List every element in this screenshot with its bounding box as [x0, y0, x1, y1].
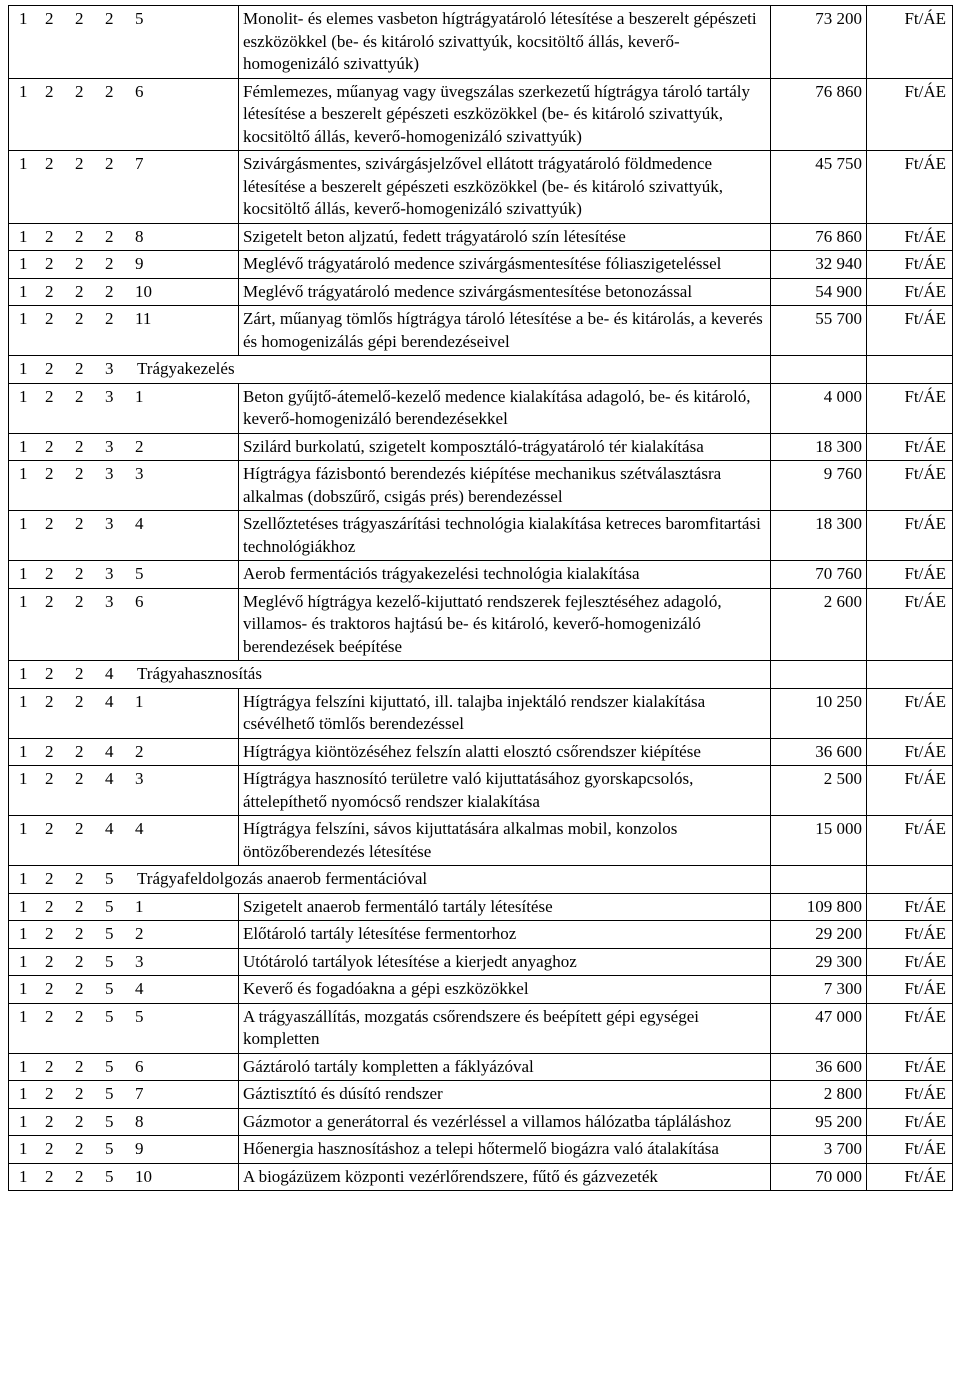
unit-cell: Ft/ÁE: [867, 383, 953, 433]
code-digit: 2: [45, 664, 54, 683]
code-cell: [9, 948, 239, 976]
description-cell: Utótároló tartályok létesítése a kierjedt anyaghoz: [239, 948, 771, 976]
code-digit: 1: [19, 979, 28, 998]
amount-cell: [771, 866, 867, 894]
unit-cell: Ft/ÁE: [867, 1081, 953, 1109]
code-digit: 11: [135, 309, 152, 328]
amount-cell: 18 300: [771, 511, 867, 561]
code-digit: 2: [75, 1006, 84, 1026]
code-cell: [9, 223, 239, 251]
code-cell: [9, 1136, 239, 1164]
code-digit: 3: [135, 769, 144, 788]
table-row: [9, 78, 953, 151]
code-digit: 2: [135, 436, 144, 456]
unit-cell: [867, 356, 953, 384]
code-digit: 2: [45, 869, 54, 888]
code-digit: 4: [105, 741, 114, 761]
description-cell: Szivárgásmentes, szivárgásjelzővel ellátott trágyatároló földmedence létesítése a beszerelt gépészeti eszközökkel (be- és kitároló szivattyúk, kocsitöltő állás, keverő-homogenizáló szivattyúk): [239, 151, 771, 224]
code-digit: 5: [105, 1006, 114, 1026]
table-row: [9, 588, 953, 661]
description-cell: Meglévő trágyatároló medence szivárgásmentesítése fóliaszigeteléssel: [239, 251, 771, 279]
unit-cell: Ft/ÁE: [867, 223, 953, 251]
code-digit: 2: [75, 664, 84, 683]
code-digit: 1: [19, 1084, 28, 1103]
code-digit: 2: [105, 309, 114, 328]
unit-cell: Ft/ÁE: [867, 78, 953, 151]
code-digit: 3: [135, 464, 144, 483]
unit-cell: Ft/ÁE: [867, 1108, 953, 1136]
code-digit: 1: [19, 226, 28, 246]
code-digit: 6: [135, 591, 144, 611]
code-digit: 2: [75, 591, 84, 611]
amount-cell: 55 700: [771, 306, 867, 356]
code-digit: 2: [105, 281, 114, 301]
section-heading-row: [9, 356, 953, 384]
code-cell: [9, 461, 239, 511]
table-row: [9, 306, 953, 356]
code-digit: 1: [19, 1166, 28, 1186]
code-digit: 5: [135, 9, 144, 28]
amount-cell: [771, 356, 867, 384]
code-digit: 1: [19, 359, 28, 378]
code-digit: 1: [19, 924, 28, 943]
code-cell: [9, 921, 239, 949]
code-digit: 1: [19, 9, 28, 28]
amount-cell: 76 860: [771, 78, 867, 151]
unit-cell: Ft/ÁE: [867, 461, 953, 511]
code-digit: 2: [75, 154, 84, 173]
code-digit: 2: [45, 691, 54, 711]
amount-cell: 2 500: [771, 766, 867, 816]
description-cell: Gáztároló tartály kompletten a fáklyázóval: [239, 1053, 771, 1081]
code-digit: 2: [45, 924, 54, 943]
code-digit: 5: [105, 951, 114, 971]
code-digit: 2: [45, 1111, 54, 1131]
unit-cell: Ft/ÁE: [867, 893, 953, 921]
code-digit: 5: [105, 979, 114, 998]
table-row: [9, 1108, 953, 1136]
unit-cell: Ft/ÁE: [867, 1136, 953, 1164]
code-digit: 7: [135, 154, 144, 173]
code-digit: 2: [105, 9, 114, 28]
code-digit: 3: [105, 591, 114, 611]
table-row: [9, 1163, 953, 1191]
code-cell: [9, 976, 239, 1004]
amount-cell: 2 600: [771, 588, 867, 661]
amount-cell: 76 860: [771, 223, 867, 251]
code-cell: [9, 6, 239, 79]
code-digit: 2: [105, 154, 114, 173]
code-digit: 5: [105, 1084, 114, 1103]
code-digit: 5: [105, 869, 114, 888]
code-cell: [9, 561, 239, 589]
unit-cell: Ft/ÁE: [867, 921, 953, 949]
table-row: [9, 1136, 953, 1164]
code-digit: 4: [135, 979, 144, 998]
table-row: [9, 251, 953, 279]
code-digit: 2: [45, 741, 54, 761]
code-digit: 2: [75, 464, 84, 483]
description-cell: Szigetelt beton aljzatú, fedett trágyatároló szín létesítése: [239, 223, 771, 251]
code-digit: 2: [45, 9, 54, 28]
code-digit: 2: [45, 1166, 54, 1186]
code-digit: 1: [19, 819, 28, 838]
code-digit: 6: [135, 81, 144, 101]
code-cell: [9, 383, 239, 433]
amount-cell: 15 000: [771, 816, 867, 866]
unit-cell: Ft/ÁE: [867, 251, 953, 279]
code-digit: 5: [105, 896, 114, 916]
code-cell: [9, 433, 239, 461]
code-digit: 8: [135, 226, 144, 246]
unit-cell: Ft/ÁE: [867, 738, 953, 766]
code-digit: 2: [45, 769, 54, 788]
amount-cell: 9 760: [771, 461, 867, 511]
code-digit: 2: [75, 951, 84, 971]
amount-cell: 109 800: [771, 893, 867, 921]
code-digit: 9: [135, 254, 144, 273]
code-digit: 4: [135, 514, 144, 533]
code-digit: 1: [19, 1056, 28, 1076]
code-digit: 1: [19, 869, 28, 888]
description-cell: Gázmotor a generátorral és vezérléssel a villamos hálózatba tápláláshoz: [239, 1108, 771, 1136]
code-digit: 1: [135, 691, 144, 711]
code-digit: 2: [75, 819, 84, 838]
amount-cell: 36 600: [771, 1053, 867, 1081]
cost-table: [8, 5, 953, 1191]
code-digit: 2: [75, 979, 84, 998]
code-digit: 1: [19, 1139, 28, 1158]
code-digit: 5: [105, 1166, 114, 1186]
code-cell: [9, 511, 239, 561]
code-digit: 2: [75, 359, 84, 378]
code-digit: 2: [45, 1006, 54, 1026]
code-cell: [9, 588, 239, 661]
amount-cell: 32 940: [771, 251, 867, 279]
amount-cell: 4 000: [771, 383, 867, 433]
code-digit: 1: [19, 591, 28, 611]
code-digit: 3: [105, 564, 114, 583]
code-cell: [9, 356, 771, 384]
code-digit: 1: [19, 896, 28, 916]
code-cell: [9, 1081, 239, 1109]
table-row: [9, 433, 953, 461]
code-digit: 2: [45, 226, 54, 246]
code-digit: 1: [19, 309, 28, 328]
code-digit: 2: [45, 564, 54, 583]
description-cell: Szellőztetéses trágyaszárítási technológia kialakítása ketreces baromfitartási technológiákhoz: [239, 511, 771, 561]
code-cell: [9, 893, 239, 921]
unit-cell: Ft/ÁE: [867, 766, 953, 816]
code-digit: 2: [75, 1166, 84, 1186]
code-cell: [9, 688, 239, 738]
code-digit: 2: [75, 1056, 84, 1076]
amount-cell: [771, 661, 867, 689]
code-digit: 2: [135, 741, 144, 761]
code-digit: 2: [45, 281, 54, 301]
table-row: [9, 511, 953, 561]
code-digit: 3: [105, 436, 114, 456]
code-digit: 1: [19, 386, 28, 406]
code-digit: 2: [75, 81, 84, 101]
description-cell: Hígtrágya hasznosító területre való kijuttatásához gyorskapcsolós, áttelepíthető nyomócső rendszer kialakítása: [239, 766, 771, 816]
code-digit: 2: [45, 896, 54, 916]
code-digit: 1: [19, 1006, 28, 1026]
description-cell: Szigetelt anaerob fermentáló tartály létesítése: [239, 893, 771, 921]
code-digit: 3: [105, 464, 114, 483]
unit-cell: Ft/ÁE: [867, 561, 953, 589]
code-cell: [9, 1108, 239, 1136]
code-cell: [9, 78, 239, 151]
code-digit: 4: [105, 769, 114, 788]
code-digit: 1: [19, 1111, 28, 1131]
description-cell: Gáztisztító és dúsító rendszer: [239, 1081, 771, 1109]
code-cell: [9, 1163, 239, 1191]
code-digit: 2: [75, 386, 84, 406]
table-row: [9, 976, 953, 1004]
table-row: [9, 1003, 953, 1053]
amount-cell: 54 900: [771, 278, 867, 306]
code-digit: 2: [75, 226, 84, 246]
code-digit: 2: [135, 924, 144, 943]
code-digit: 5: [135, 1006, 144, 1026]
unit-cell: Ft/ÁE: [867, 976, 953, 1004]
unit-cell: Ft/ÁE: [867, 511, 953, 561]
code-cell: [9, 661, 771, 689]
code-digit: 2: [75, 691, 84, 711]
code-digit: 1: [19, 741, 28, 761]
table-row: [9, 1053, 953, 1081]
code-digit: 2: [75, 281, 84, 301]
table-row: [9, 278, 953, 306]
code-digit: 2: [45, 254, 54, 273]
code-digit: 4: [135, 819, 144, 838]
code-digit: 2: [75, 896, 84, 916]
code-digit: 5: [105, 1139, 114, 1158]
code-digit: 1: [19, 664, 28, 683]
description-cell: Hőenergia hasznosításhoz a telepi hőtermelő biogázra való átalakítása: [239, 1136, 771, 1164]
code-digit: 2: [75, 309, 84, 328]
table-row: [9, 948, 953, 976]
section-title: Trágyahasznosítás: [137, 664, 262, 683]
unit-cell: Ft/ÁE: [867, 433, 953, 461]
table-row: [9, 921, 953, 949]
code-digit: 2: [75, 1111, 84, 1131]
code-digit: 2: [75, 924, 84, 943]
code-digit: 1: [19, 951, 28, 971]
code-digit: 1: [19, 564, 28, 583]
code-digit: 6: [135, 1056, 144, 1076]
description-cell: Aerob fermentációs trágyakezelési technológia kialakítása: [239, 561, 771, 589]
description-cell: Monolit- és elemes vasbeton hígtrágyatároló létesítése a beszerelt gépészeti eszközökkel (be- és kitároló szivattyúk, kocsitöltő állás, keverő-homogenizáló szivattyúk): [239, 6, 771, 79]
amount-cell: 2 800: [771, 1081, 867, 1109]
code-digit: 2: [45, 951, 54, 971]
unit-cell: Ft/ÁE: [867, 306, 953, 356]
table-row: [9, 893, 953, 921]
code-digit: 1: [135, 896, 144, 916]
amount-cell: 47 000: [771, 1003, 867, 1053]
code-digit: 2: [75, 741, 84, 761]
code-digit: 5: [105, 1111, 114, 1131]
table-row: [9, 738, 953, 766]
code-cell: [9, 306, 239, 356]
unit-cell: Ft/ÁE: [867, 588, 953, 661]
code-digit: 2: [75, 869, 84, 888]
description-cell: A biogázüzem központi vezérlőrendszere, fűtő és gázvezeték: [239, 1163, 771, 1191]
code-digit: 2: [45, 591, 54, 611]
code-digit: 2: [105, 226, 114, 246]
code-digit: 1: [19, 436, 28, 456]
code-digit: 2: [75, 514, 84, 533]
amount-cell: 70 000: [771, 1163, 867, 1191]
unit-cell: Ft/ÁE: [867, 6, 953, 79]
description-cell: Beton gyűjtő-átemelő-kezelő medence kialakítása adagoló, be- és kitároló, keverő-homogenizáló berendezésekkel: [239, 383, 771, 433]
unit-cell: Ft/ÁE: [867, 688, 953, 738]
code-cell: [9, 866, 771, 894]
code-digit: 2: [45, 154, 54, 173]
amount-cell: 45 750: [771, 151, 867, 224]
code-digit: 2: [75, 564, 84, 583]
code-digit: 4: [105, 819, 114, 838]
table-row: [9, 151, 953, 224]
code-cell: [9, 1003, 239, 1053]
unit-cell: Ft/ÁE: [867, 816, 953, 866]
code-digit: 2: [45, 1056, 54, 1076]
description-cell: Zárt, műanyag tömlős hígtrágya tároló létesítése a be- és kitárolás, a keverés és homogenizálás gépi berendezéseivel: [239, 306, 771, 356]
code-digit: 2: [75, 769, 84, 788]
section-heading-row: [9, 866, 953, 894]
amount-cell: 18 300: [771, 433, 867, 461]
code-digit: 10: [135, 281, 152, 301]
code-digit: 2: [75, 9, 84, 28]
code-digit: 3: [105, 514, 114, 533]
description-cell: Hígtrágya felszíni, sávos kijuttatására alkalmas mobil, konzolos öntözőberendezés létesítése: [239, 816, 771, 866]
table-row: [9, 816, 953, 866]
unit-cell: Ft/ÁE: [867, 1053, 953, 1081]
code-cell: [9, 251, 239, 279]
unit-cell: Ft/ÁE: [867, 1163, 953, 1191]
code-digit: 2: [45, 386, 54, 406]
cost-table-body: [9, 6, 953, 1191]
table-row: [9, 6, 953, 79]
code-digit: 2: [45, 309, 54, 328]
unit-cell: Ft/ÁE: [867, 1003, 953, 1053]
amount-cell: 29 200: [771, 921, 867, 949]
code-digit: 5: [135, 564, 144, 583]
code-digit: 2: [45, 514, 54, 533]
section-title: Trágyakezelés: [137, 359, 235, 378]
code-digit: 2: [45, 1084, 54, 1103]
code-digit: 1: [19, 154, 28, 173]
code-cell: [9, 278, 239, 306]
code-cell: [9, 766, 239, 816]
table-row: [9, 561, 953, 589]
code-digit: 2: [45, 436, 54, 456]
description-cell: Meglévő hígtrágya kezelő-kijuttató rendszerek fejlesztéséhez adagoló, villamos- és traktoros hajtású be- és kitároló, keverő-homogenizáló berendezések beépítése: [239, 588, 771, 661]
table-row: [9, 223, 953, 251]
code-digit: 1: [19, 281, 28, 301]
code-digit: 2: [45, 81, 54, 101]
amount-cell: 7 300: [771, 976, 867, 1004]
description-cell: A trágyaszállítás, mozgatás csőrendszere és beépített gépi egységei kompletten: [239, 1003, 771, 1053]
code-digit: 1: [19, 769, 28, 788]
code-digit: 1: [19, 514, 28, 533]
code-digit: 3: [105, 359, 114, 378]
unit-cell: Ft/ÁE: [867, 151, 953, 224]
unit-cell: Ft/ÁE: [867, 948, 953, 976]
section-title: Trágyafeldolgozás anaerob fermentációval: [137, 869, 428, 888]
amount-cell: 95 200: [771, 1108, 867, 1136]
code-cell: [9, 816, 239, 866]
table-row: [9, 688, 953, 738]
code-digit: 8: [135, 1111, 144, 1131]
table-row: [9, 1081, 953, 1109]
unit-cell: [867, 661, 953, 689]
description-cell: Fémlemezes, műanyag vagy üvegszálas szerkezetű hígtrágya tároló tartály létesítése a beszerelt gépészeti eszközökkel (be- és kitároló szivattyúk, kocsitöltő állás, keverő-homogenizáló szivattyúk): [239, 78, 771, 151]
description-cell: Keverő és fogadóakna a gépi eszközökkel: [239, 976, 771, 1004]
description-cell: Hígtrágya fázisbontó berendezés kiépítése mechanikus szétválasztásra alkalmas (dobszűrő, csigás prés) berendezéssel: [239, 461, 771, 511]
code-cell: [9, 151, 239, 224]
table-row: [9, 766, 953, 816]
description-cell: Meglévő trágyatároló medence szivárgásmentesítése betonozással: [239, 278, 771, 306]
code-digit: 9: [135, 1139, 144, 1158]
amount-cell: 29 300: [771, 948, 867, 976]
amount-cell: 3 700: [771, 1136, 867, 1164]
unit-cell: Ft/ÁE: [867, 278, 953, 306]
table-row: [9, 461, 953, 511]
code-digit: 2: [105, 81, 114, 101]
code-digit: 3: [105, 386, 114, 406]
table-row: [9, 383, 953, 433]
code-digit: 5: [105, 924, 114, 943]
code-digit: 1: [19, 254, 28, 273]
code-digit: 2: [45, 1139, 54, 1158]
description-cell: Hígtrágya felszíni kijuttató, ill. talajba injektáló rendszer kialakítása csévélhető tömlős berendezéssel: [239, 688, 771, 738]
amount-cell: 70 760: [771, 561, 867, 589]
code-digit: 7: [135, 1084, 144, 1103]
code-digit: 2: [45, 979, 54, 998]
code-digit: 2: [45, 464, 54, 483]
code-digit: 1: [19, 691, 28, 711]
code-digit: 2: [45, 359, 54, 378]
code-digit: 4: [105, 691, 114, 711]
code-digit: 2: [75, 1139, 84, 1158]
code-digit: 3: [135, 951, 144, 971]
code-cell: [9, 738, 239, 766]
amount-cell: 73 200: [771, 6, 867, 79]
code-digit: 1: [19, 81, 28, 101]
description-cell: Előtároló tartály létesítése fermentorhoz: [239, 921, 771, 949]
code-cell: [9, 1053, 239, 1081]
code-digit: 2: [75, 436, 84, 456]
code-digit: 4: [105, 664, 114, 683]
amount-cell: 10 250: [771, 688, 867, 738]
section-heading-row: [9, 661, 953, 689]
code-digit: 2: [45, 819, 54, 838]
code-digit: 10: [135, 1166, 152, 1186]
amount-cell: 36 600: [771, 738, 867, 766]
description-cell: Szilárd burkolatú, szigetelt komposztáló-trágyatároló tér kialakítása: [239, 433, 771, 461]
code-digit: 1: [19, 464, 28, 483]
code-digit: 1: [135, 386, 144, 406]
code-digit: 2: [75, 254, 84, 273]
code-digit: 5: [105, 1056, 114, 1076]
description-cell: Hígtrágya kiöntözéséhez felszín alatti elosztó csőrendszer kiépítése: [239, 738, 771, 766]
code-digit: 2: [75, 1084, 84, 1103]
code-digit: 2: [105, 254, 114, 273]
unit-cell: [867, 866, 953, 894]
